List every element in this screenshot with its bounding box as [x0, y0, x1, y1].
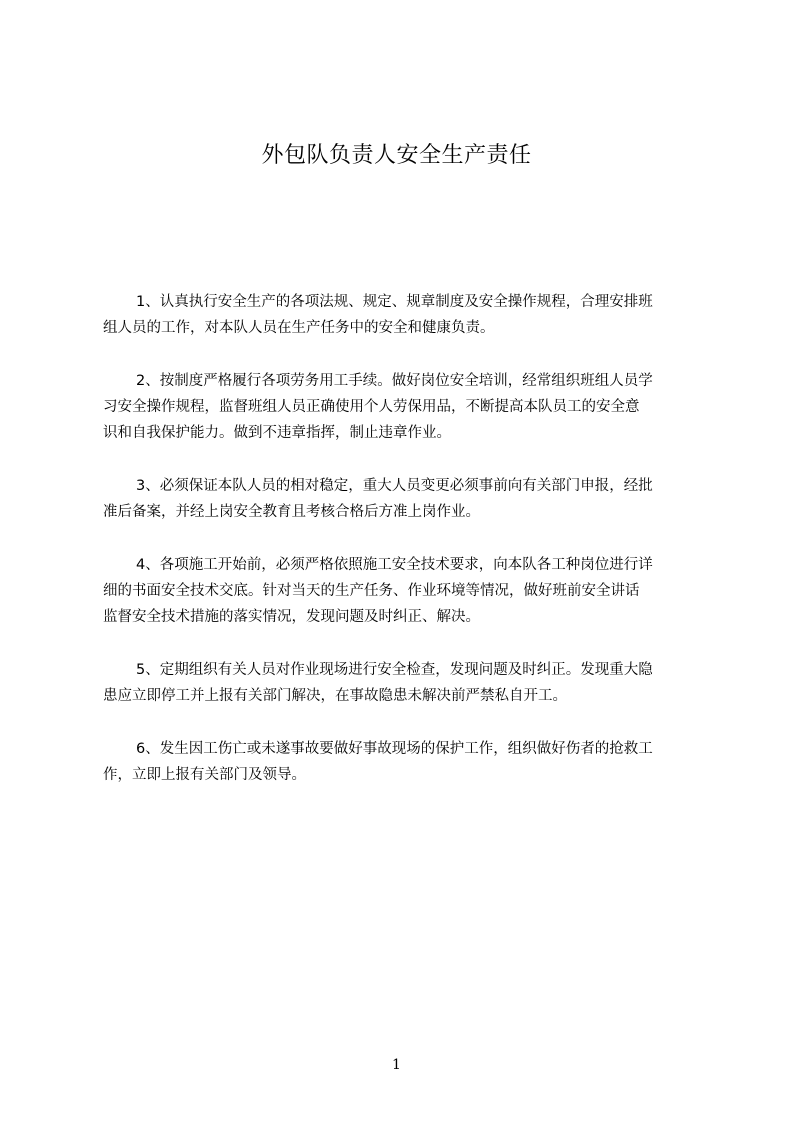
paragraph-5: [103, 657, 723, 709]
paragraph-line: 识和自我保护能力。做到不违章指挥，制止违章作业。: [103, 425, 451, 441]
paragraph-line: 5、定期组织有关人员对作业现场进行安全检查，发现问题及时纠正。发现重大隐: [136, 662, 653, 678]
paragraph-line: 组人员的工作，对本队人员在生产任务中的安全和健康负责。: [103, 320, 495, 336]
paragraph-line: 2、按制度严格履行各项劳务用工手续。做好岗位安全培训，经常组织班组人员学: [136, 373, 653, 389]
paragraph-4: [103, 552, 723, 630]
paragraph-1: [103, 289, 723, 341]
paragraph-line: 细的书面安全技术交底。针对当天的生产任务、作业环境等情况，做好班前安全讲话: [103, 583, 640, 599]
paragraph-line: 6、发生因工伤亡或未遂事故要做好事故现场的保护工作，组织做好伤者的抢救工: [136, 741, 653, 757]
page-number: 1: [392, 1057, 401, 1073]
document-body: [103, 289, 723, 815]
paragraph-line: 作，立即上报有关部门及领导。: [103, 767, 306, 783]
document-title: 外包队负责人安全生产责任: [261, 143, 532, 168]
paragraph-line: 患应立即停工并上报有关部门解决，在事故隐患未解决前严禁私自开工。: [103, 688, 567, 704]
paragraph-line: 3、必须保证本队人员的相对稳定，重大人员变更必须事前向有关部门申报，经批: [136, 478, 653, 494]
paragraph-2: [103, 368, 723, 446]
paragraph-line: 准后备案，并经上岗安全教育且考核合格后方准上岗作业。: [103, 504, 480, 520]
paragraph-line: 习安全操作规程，监督班组人员正确使用个人劳保用品，不断提高本队员工的安全意: [103, 399, 640, 415]
paragraph-6: [103, 736, 723, 788]
paragraph-line: 监督安全技术措施的落实情况，发现问题及时纠正、解决。: [103, 609, 480, 625]
paragraph-line: 4、各项施工开始前，必须严格依照施工安全技术要求，向本队各工种岗位进行详: [136, 557, 653, 573]
paragraph-line: 1、认真执行安全生产的各项法规、规定、规章制度及安全操作规程，合理安排班: [136, 294, 653, 310]
paragraph-3: [103, 473, 723, 525]
